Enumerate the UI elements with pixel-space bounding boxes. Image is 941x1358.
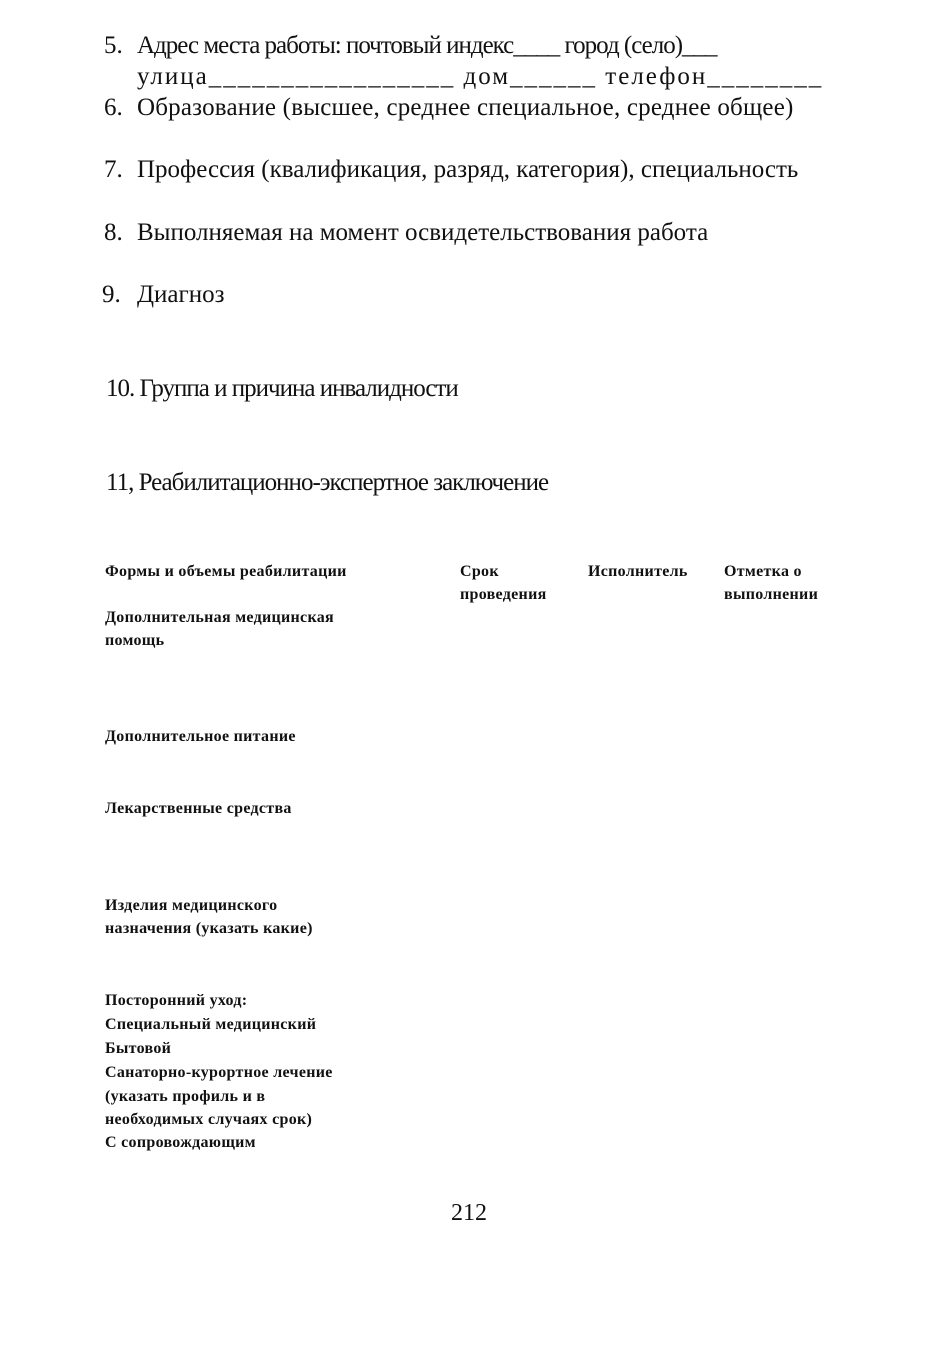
item-9-number: 9. [102,281,121,308]
item-5-number: 5. [104,32,123,59]
item-6-number: 6. [104,94,123,121]
header-mark-line-1: Отметка о [724,563,802,580]
item-9-text: Диагноз [137,281,225,308]
row-care-line-3: Бытовой [105,1040,172,1057]
row-devices-line-1: Изделия медицинского [105,897,278,914]
item-7-text: Профессия (квалификация, разряд, категория), специальность [137,156,799,183]
row-drugs: Лекарственные средства [105,800,292,817]
header-term-line-1: Срок [460,563,499,580]
row-devices-line-2: назначения (указать какие) [105,920,313,937]
item-7-number: 7. [104,156,123,183]
row-med-help-line-1: Дополнительная медицинская [105,609,334,626]
item-5-line-1: Адрес места работы: почтовый индекс____ город (село)___ [137,32,717,59]
row-nutrition: Дополнительное питание [105,728,296,745]
item-6-text: Образование (высшее, среднее специальное, среднее общее) [137,94,794,121]
item-10-text: 10. Группа и причина инвалидности [106,375,458,402]
row-care-line-6: необходимых случаях срок) [105,1111,313,1128]
row-care-line-2: Специальный медицинский [105,1016,317,1033]
row-care-line-5: (указать профиль и в [105,1088,266,1105]
row-med-help-line-2: помощь [105,632,165,649]
header-mark-line-2: выполнении [724,586,819,603]
row-care-line-4: Санаторно-курортное лечение [105,1064,333,1081]
row-care-line-1: Посторонний уход: [105,992,248,1009]
item-8-text: Выполняемая на момент освидетельствования работа [137,219,709,246]
row-care-line-7: С сопровождающим [105,1134,256,1151]
item-8-number: 8. [104,219,123,246]
header-term-line-2: проведения [460,586,547,603]
header-forms: Формы и объемы реабилитации [105,563,347,580]
item-5-line-2: улица_________________ дом______ телефон________ [137,63,824,90]
page-number: 212 [451,1200,487,1226]
header-executor: Исполнитель [588,563,688,580]
item-11-text: 11, Реабилитационно-экспертное заключение [106,469,549,496]
